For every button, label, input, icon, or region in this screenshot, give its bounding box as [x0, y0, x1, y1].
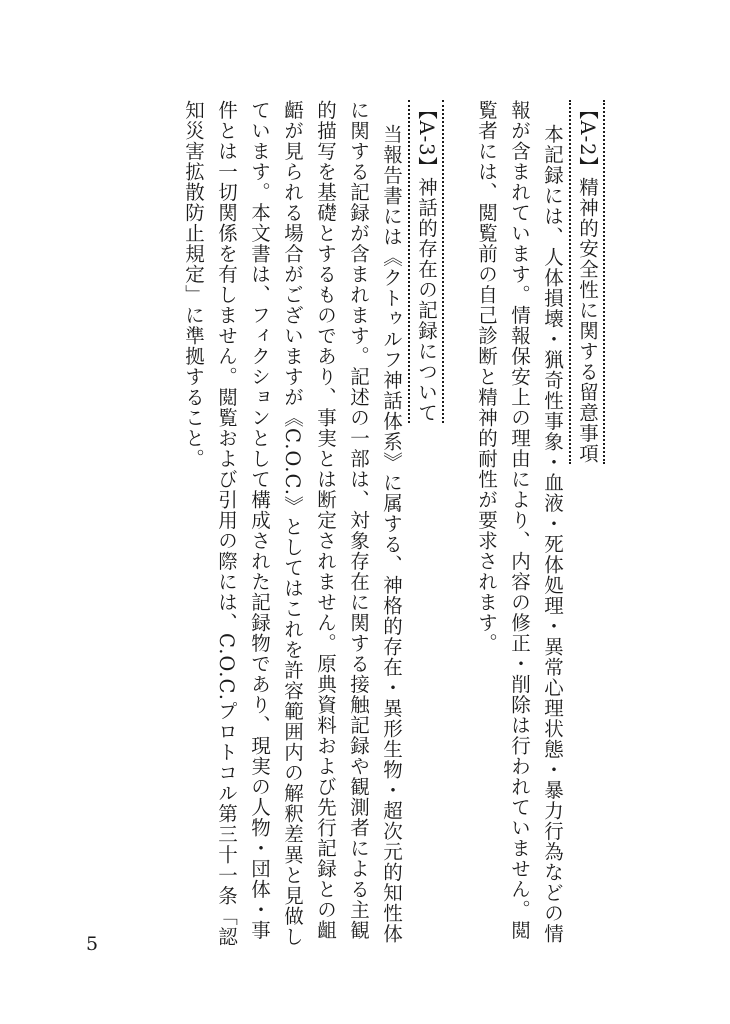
- section-a3-heading-title: 神話的存在の記録について: [415, 177, 438, 424]
- section-a3-line-5: ています。本文書は、フィクションとして構成された記録物であり、現実の人物・団体・事: [248, 100, 271, 941]
- section-a2-heading-title: 精神的安全性に関する留意事項: [576, 177, 599, 465]
- section-a3-heading-label: 【A-3】: [415, 100, 438, 178]
- section-a3-line-1: 当報告書には《クトゥルフ神話体系》に属する、神格的存在・異形生物・超次元的知性体: [380, 124, 403, 944]
- section-a2-heading: [569, 100, 605, 464]
- section-a2-heading-label: 【A-2】: [576, 100, 599, 178]
- section-a3-line-6: 件とは一切関係を有しません。閲覧および引用の際には、C.O.C.プロトコル第三十一条「認: [215, 100, 238, 947]
- section-a3-line-3: 的描写を基礎とするものであり、事実とは断定されません。原典資料および先行記録との齟: [314, 100, 337, 941]
- page-number: 5: [86, 933, 99, 955]
- section-a2-line-2: 報が含まれています。情報保安上の理由により、内容の修正・削除は行われていません。閲: [508, 100, 531, 941]
- section-a3-line-4: 齬が見られる場合がございますが《C.O.C.》としてはこれを許容範囲内の解釈差異と見做し: [281, 100, 304, 947]
- section-a3-line-2: に関する記録が含まれます。記述の一部は、対象存在に関する接触記録や観測者による主観: [347, 100, 370, 941]
- section-a3-heading: [408, 100, 444, 423]
- section-a2-line-3: 覧者には、閲覧前の自己診断と精神的耐性が要求されます。: [475, 100, 498, 654]
- section-a3-line-7: 知災害拡散防止規定」に準拠すること。: [182, 100, 205, 469]
- section-a2-line-1: 本記録には、人体損壊・猟奇性事象・血液・死体処理・異常心理状態・暴力行為などの情: [541, 124, 564, 944]
